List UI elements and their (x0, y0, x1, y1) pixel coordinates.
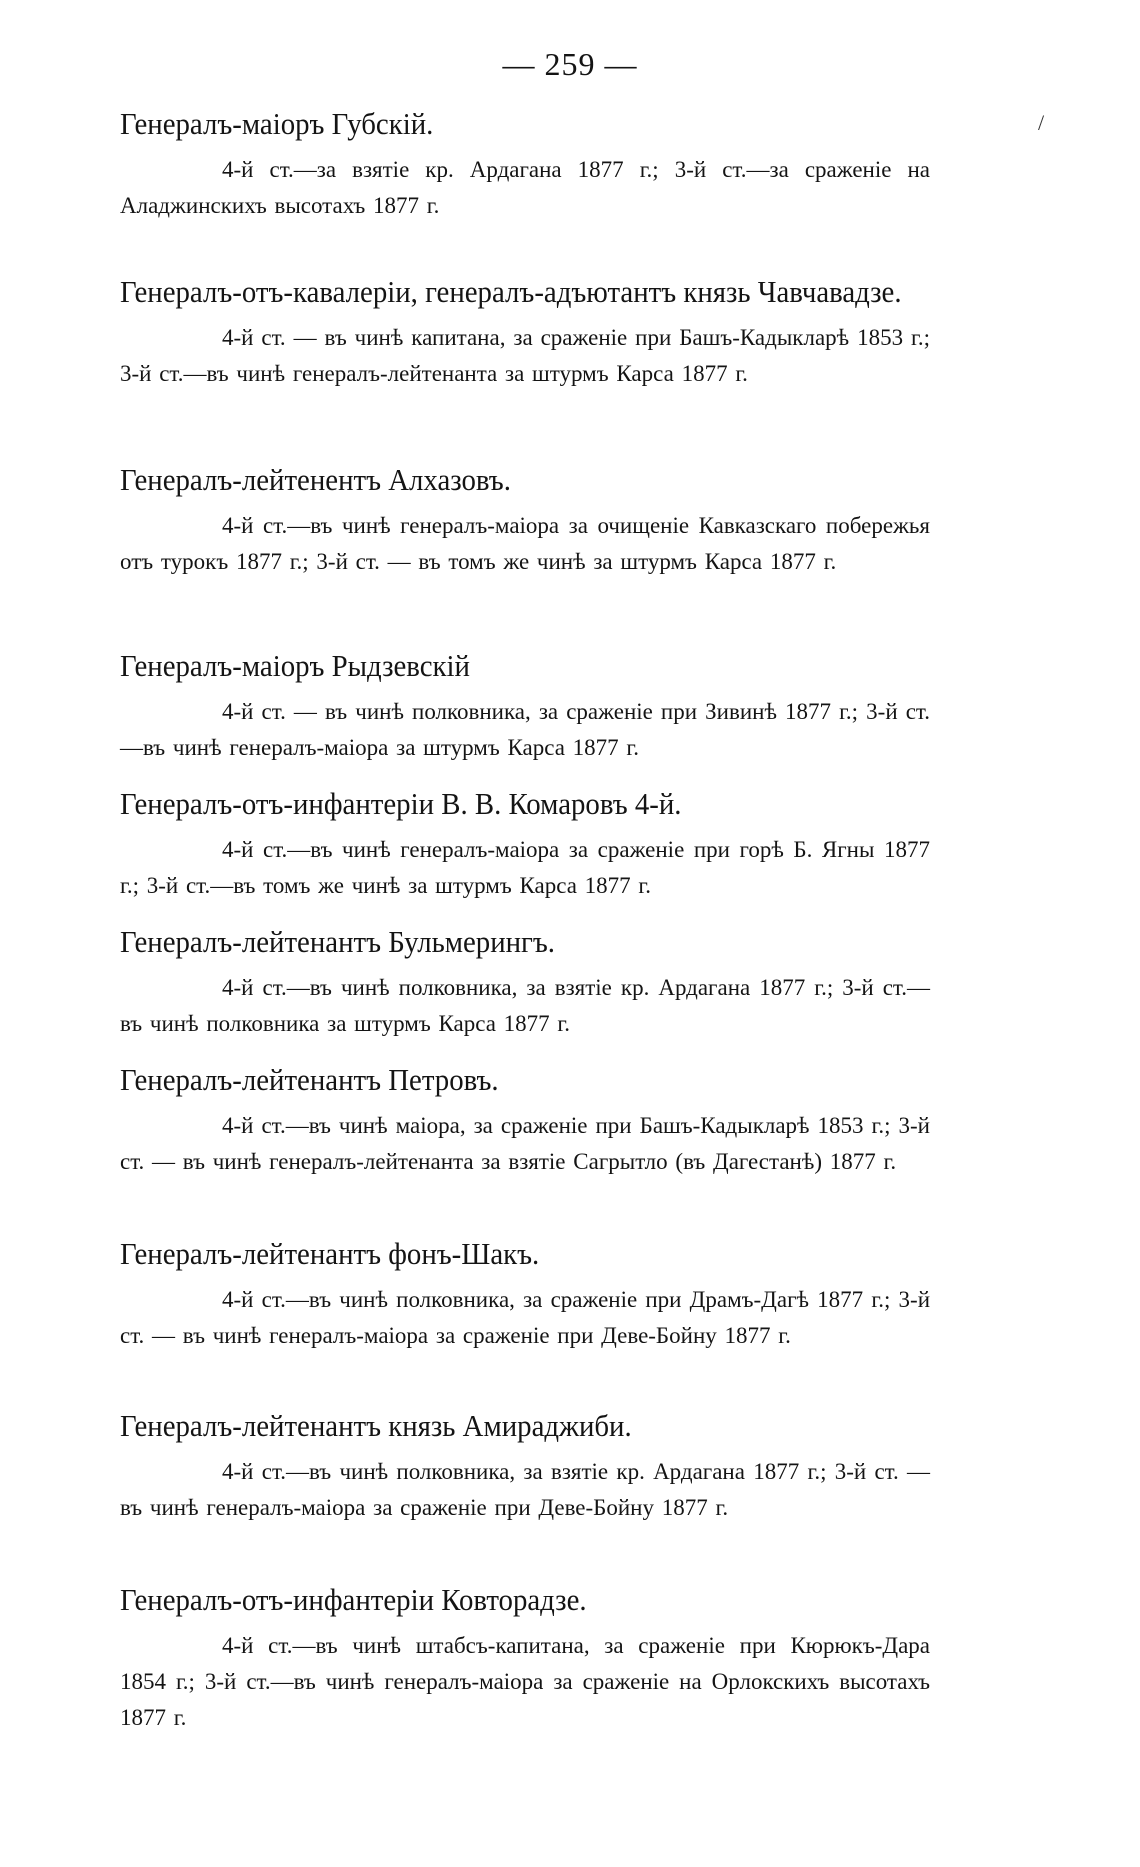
stray-mark: / (1038, 110, 1045, 135)
entry-body: 4-й ст. — въ чинѣ капитана, за сраженіе при Башъ-Кадыкларѣ 1853 г.; 3-й ст.—въ чинѣ генералъ-лейтенанта за штурмъ Карса 1877 г. (120, 325, 930, 386)
entry-amiradzhibi (120, 1406, 930, 1526)
entry-komarov (120, 784, 930, 904)
entry-heading: Генералъ-лейтенантъ фонъ-Шакъ. (120, 1236, 540, 1271)
entry-body: 4-й ст.—въ чинѣ генералъ-маіора за сраженіе при горѣ Б. Ягны 1877 г.; 3-й ст.—въ томъ же чинѣ за штурмъ Карса 1877 г. (120, 837, 930, 898)
entry-body: 4-й ст.—въ чинѣ маіора, за сраженіе при Башъ-Кадыкларѣ 1853 г.; 3-й ст. — въ чинѣ генералъ-лейтенанта за взятіе Сагрытло (въ Дагестанѣ) 1877 г. (120, 1113, 930, 1174)
entry-heading: Генералъ-лейтенантъ Бульмерингъ. (120, 924, 556, 959)
entry-gubsky (120, 104, 930, 224)
entry-body: 4-й ст.—въ чинѣ генералъ-маіора за очищеніе Кавказскаго побережья отъ турокъ 1877 г.; 3-й ст. — въ томъ же чинѣ за штурмъ Карса 1877 г. (120, 513, 930, 574)
entry-kovtoradze (120, 1580, 930, 1736)
entry-body: 4-й ст.—въ чинѣ полковника, за взятіе кр. Ардагана 1877 г.; 3-й ст. — въ чинѣ генералъ-маіора за сраженіе при Деве-Бойну 1877 г. (120, 1459, 930, 1520)
entry-heading: Генералъ-отъ-кавалеріи, генералъ-адъютантъ князь Чавчавадзе. (120, 274, 902, 309)
entry-heading: Генералъ-лейтенантъ Петровъ. (120, 1062, 499, 1097)
entry-bulmering (120, 922, 930, 1042)
entry-alkhazov (120, 460, 930, 580)
entry-body: 4-й ст.—въ чинѣ полковника, за сраженіе при Драмъ-Дагѣ 1877 г.; 3-й ст. — въ чинѣ генералъ-маіора за сраженіе при Деве-Бойну 1877 г. (120, 1287, 930, 1348)
entry-heading: Генералъ-маіоръ Губскій. (120, 106, 434, 141)
entry-heading: Генералъ-отъ-инфантеріи Ковторадзе. (120, 1582, 587, 1617)
page-number: — 259 — (502, 46, 638, 82)
entry-body: 4-й ст.—за взятіе кр. Ардагана 1877 г.; 3-й ст.—за сраженіе на Аладжинскихъ высотахъ 1877 г. (120, 157, 930, 218)
entry-body: 4-й ст.—въ чинѣ полковника, за взятіе кр. Ардагана 1877 г.; 3-й ст.—въ чинѣ полковника за штурмъ Карса 1877 г. (120, 975, 930, 1036)
entry-petrov (120, 1060, 930, 1180)
entry-heading: Генералъ-маіоръ Рыдзевскій (120, 648, 470, 683)
entry-body: 4-й ст.—въ чинѣ штабсъ-капитана, за сраженіе при Кюрюкъ-Дара 1854 г.; 3-й ст.—въ чинѣ генералъ-маіора за сраженіе на Орлокскихъ высотахъ 1877 г. (120, 1633, 930, 1730)
entry-body: 4-й ст. — въ чинѣ полковника, за сраженіе при Зивинѣ 1877 г.; 3-й ст.—въ чинѣ генералъ-маіора за штурмъ Карса 1877 г. (120, 699, 930, 760)
entry-heading: Генералъ-отъ-инфантеріи В. В. Комаровъ 4-й. (120, 786, 682, 821)
entry-heading: Генералъ-лейтенентъ Алхазовъ. (120, 462, 511, 497)
entry-fon-shak (120, 1234, 930, 1354)
entry-chavchavadze (120, 272, 930, 392)
entry-heading: Генералъ-лейтенантъ князь Амираджиби. (120, 1408, 632, 1443)
entry-rydzevsky (120, 646, 930, 766)
